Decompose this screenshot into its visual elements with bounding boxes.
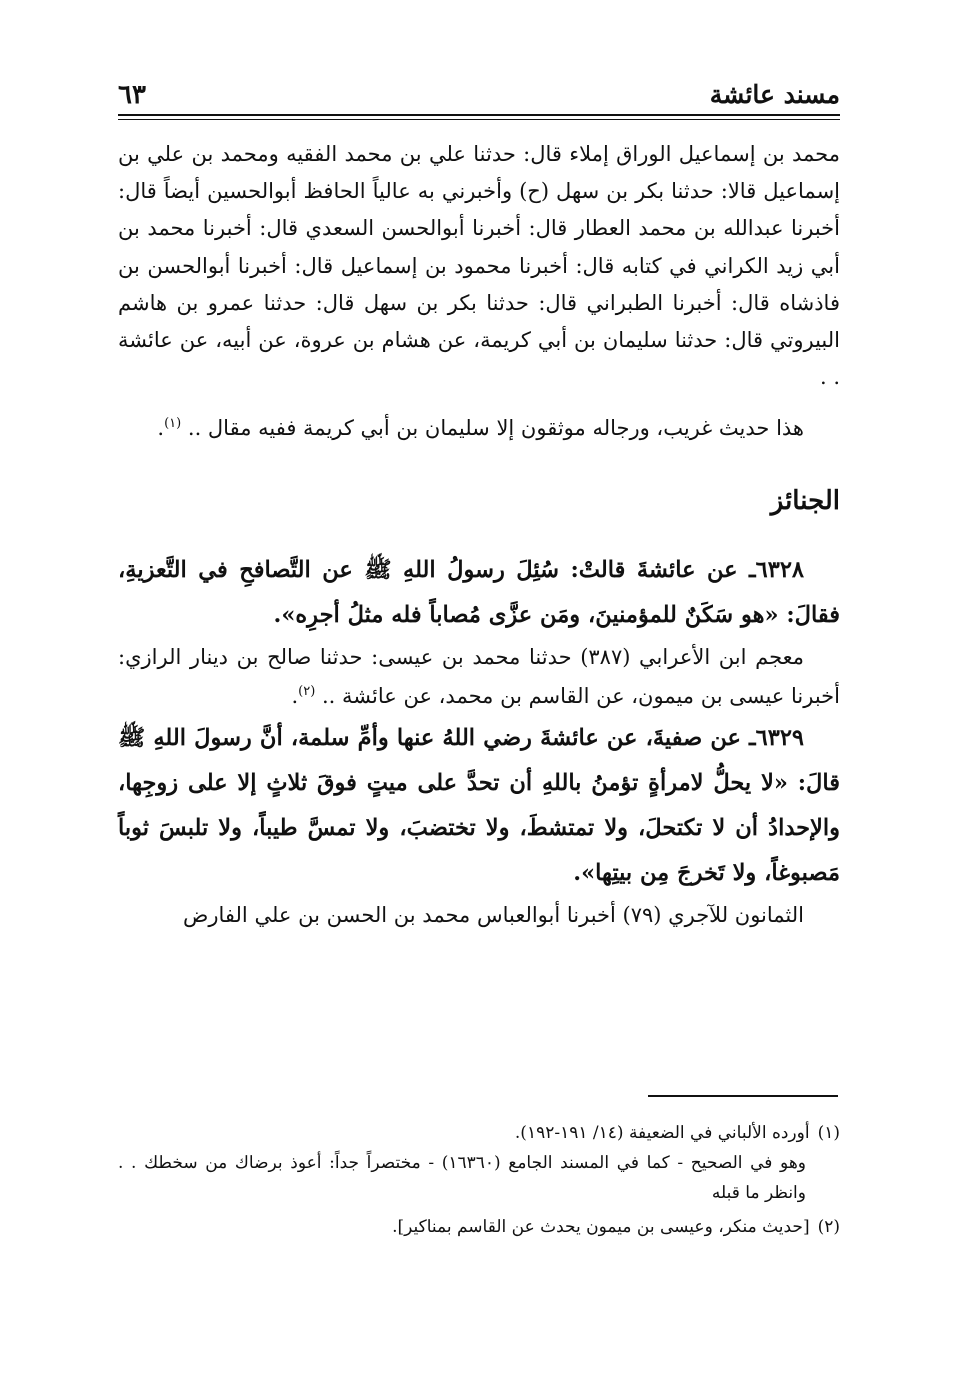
hadith-6328: ٦٣٢٨ـ عن عائشةَ قالتْ: سُئِلَ رسولُ اللهِ ﷺ عن التَّصافحِ في التَّعزيةِ، فقالَ: «هو سَكَنٌ للمؤمنينَ، ومَن عزَّى مُصاباً فله مثلُ أجرِه». xyxy=(118,556,840,628)
source-6328 xyxy=(118,638,840,716)
page-number: ٦٣ xyxy=(118,80,146,110)
footnote-ref-1[interactable]: (١) xyxy=(164,416,182,432)
header-rule-thin xyxy=(118,119,840,120)
footnote-2 xyxy=(118,1212,840,1242)
footnote-2-number: (٢) xyxy=(817,1217,840,1237)
hadith-6329: ٦٣٢٩ـ عن صفيةَ، عن عائشةَ رضي اللهُ عنها وأمِّ سلمة، أنَّ رسولَ اللهِ ﷺ قالَ: «لا يحلُّ لامرأةٍ تؤمنُ باللهِ أن تحدَّ على ميتٍ فوقَ ثلاثٍ إلا على زوجِها، والإحدادُ أن لا تكتحلَ، ولا تمتشطَ، ولا تختضبَ، ولا تمسَّ طيباً، ولا تلبسَ ثوباً مَصبوغاً، ولا تَخرجَ مِن بيتِها». xyxy=(118,724,840,886)
footnote-2-text: [حديث منكر، وعيسى بن ميمون يحدث عن القاسم بمناكير]. xyxy=(392,1217,810,1237)
source-6328-text: معجم ابن الأعرابي (٣٨٧) حدثنا محمد بن عيسى: حدثنا صالح بن دينار الرازي: أخبرنا عيسى بن ميمون، عن القاسم بن محمد، عن عائشة .. xyxy=(118,644,840,708)
footnote-ref-2[interactable]: (٢) xyxy=(298,683,316,699)
running-title: مسند عائشة xyxy=(709,80,840,109)
section-heading: الجنائز xyxy=(770,485,840,516)
header-rule xyxy=(118,114,840,116)
page xyxy=(118,72,840,935)
footnote-1 xyxy=(118,1118,840,1148)
footnotes xyxy=(118,1118,840,1242)
source-6328-end: . xyxy=(291,683,299,708)
page-header xyxy=(118,72,840,110)
footnote-1-text: أورده الألباني في الضعيفة (١٤/ ١٩١-١٩٢). xyxy=(514,1123,810,1143)
footnote-1-number: (١) xyxy=(817,1123,840,1143)
verdict-end: . xyxy=(157,416,165,441)
verdict-text: هذا حديث غريب، ورجاله موثقون إلا سليمان بن أبي كريمة ففيه مقال .. xyxy=(187,416,804,441)
hadith-verdict xyxy=(118,410,840,447)
footnote-1-continuation: وهو في الصحيح - كما في المسند الجامع (١٦٣٦٠) - مختصراً جداً: أعوذ برضاك من سخطك . . وانظر ما قبله xyxy=(118,1153,806,1203)
isnad-continuation: محمد بن إسماعيل الوراق إملاء قال: حدثنا علي بن محمد الفقيه ومحمد بن علي بن إسماعيل قالا: حدثنا بكر بن سهل (ح) وأخبرني به عالياً الحافظ أبوالحسين أيضاً قال: أخبرنا عبدالله بن محمد العطار قال: أخبرنا أبوالحسن السعدي قال: أخبرنا محمد بن أبي زيد الكراني في كتابه قال: أخبرنا محمود بن إسماعيل قال: أخبرنا أبوالحسن بن فاذشاه قال: أخبرنا الطبراني قال: حدثنا بكر بن سهل قال: حدثنا عمرو بن هاشم البيروتي قال: حدثنا سليمان بن أبي كريمة، عن هشام بن عروة، عن أبيه، عن عائشة . . xyxy=(118,142,840,390)
footnote-rule xyxy=(648,1095,838,1097)
main-text xyxy=(118,136,840,935)
source-6329: الثمانون للآجري (٧٩) أخبرنا أبوالعباس محمد بن الحسن بن علي الفارض xyxy=(182,902,804,927)
